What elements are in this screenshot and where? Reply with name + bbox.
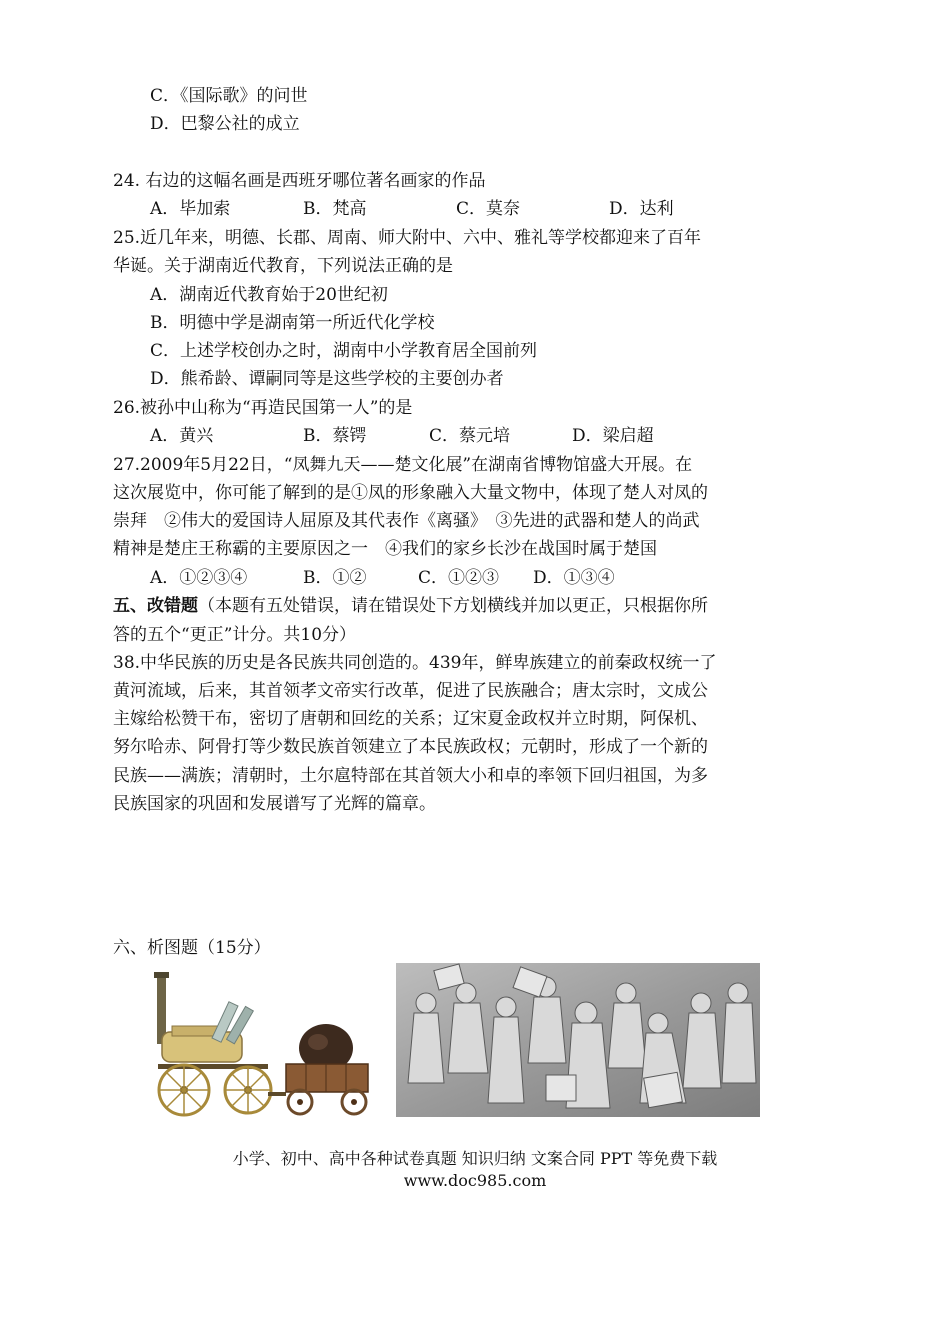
q38-line1: 38.中华民族的历史是各民族共同创造的。439年，鲜卑族建立的前秦政权统一了 — [113, 653, 717, 673]
q24-option-a: A．毕加索 — [150, 199, 231, 219]
q38-line6: 民族国家的巩固和发展谱写了光辉的篇章。 — [113, 794, 436, 814]
q26-option-a: A．黄兴 — [150, 426, 214, 446]
q27-option-a: A．①②③④ — [150, 568, 248, 588]
q27-option-c: C．①②③ — [418, 568, 500, 588]
q27-options — [150, 564, 615, 592]
q23-option-d: D．巴黎公社的成立 — [150, 114, 300, 134]
q26-option-c: C．蔡元培 — [429, 426, 511, 446]
section5-heading — [113, 592, 708, 620]
q27-option-b: B．①② — [303, 568, 367, 588]
footer-line1: 小学、初中、高中各种试卷真题 知识归纳 文案合同 PPT 等免费下载 — [232, 1149, 718, 1168]
q23-option-c: C．《国际歌》的问世 — [150, 86, 308, 106]
q38-line3: 主嫁给松赞干布，密切了唐朝和回纥的关系；辽宋夏金政权并立时期，阿保机、 — [113, 709, 708, 729]
q27-line3: 崇拜 ②伟大的爱国诗人屈原及其代表作《离骚》 ③先进的武器和楚人的尚武 — [113, 511, 700, 531]
q27-line2: 这次展览中，你可能了解到的是①凤的形象融入大量文物中，体现了楚人对凤的 — [113, 483, 708, 503]
q24-option-d: D．达利 — [609, 199, 674, 219]
q25-option-c: C．上述学校创办之时，湖南中小学教育居全国前列 — [150, 341, 538, 361]
q25-stem-line1: 25.近几年来，明德、长郡、周南、师大附中、六中、雅礼等学校都迎来了百年 — [113, 228, 702, 248]
section6-title: 六、析图题（15分） — [113, 938, 271, 958]
q38-line4: 努尔哈赤、阿骨打等少数民族首领建立了本民族政权；元朝时，形成了一个新的 — [113, 737, 708, 757]
section5-desc-line2: 答的五个“更正”计分。共10分） — [113, 625, 357, 645]
relief-sculpture-image — [396, 963, 760, 1117]
q24-stem: 24. 右边的这幅名画是西班牙哪位著名画家的作品 — [113, 171, 486, 191]
q25-option-b: B．明德中学是湖南第一所近代化学校 — [150, 313, 435, 333]
q38-line2: 黄河流域，后来，其首领孝文帝实行改革，促进了民族融合；唐太宗时，文成公 — [113, 681, 708, 701]
q27-option-d: D．①③④ — [533, 568, 615, 588]
q25-option-d: D．熊希龄、谭嗣同等是这些学校的主要创办者 — [150, 369, 504, 389]
q24-options — [150, 195, 674, 223]
q26-stem: 26.被孙中山称为“再造民国第一人”的是 — [113, 398, 413, 418]
locomotive-image — [148, 972, 380, 1120]
section5-desc: （本题有五处错误，请在错误处下方划横线并加以更正，只根据你所 — [198, 596, 708, 616]
footer-url[interactable]: www.doc985.com — [403, 1171, 547, 1190]
q26-option-b: B．蔡锷 — [303, 426, 367, 446]
q27-line1: 27.2009年5月22日，“凤舞九天——楚文化展”在湖南省博物馆盛大开展。在 — [113, 455, 693, 475]
q24-option-b: B．梵高 — [303, 199, 367, 219]
q38-line5: 民族——满族；清朝时，土尔扈特部在其首领大小和卓的率领下回归祖国，为多 — [113, 766, 708, 786]
q24-option-c: C．莫奈 — [456, 199, 521, 219]
q25-option-a: A．湖南近代教育始于20世纪初 — [150, 285, 388, 305]
q26-options — [150, 422, 654, 450]
q27-line4: 精神是楚庄王称霸的主要原因之一 ④我们的家乡长沙在战国时属于楚国 — [113, 539, 657, 559]
section5-title: 五、改错题 — [113, 596, 198, 616]
q25-stem-line2: 华诞。关于湖南近代教育，下列说法正确的是 — [113, 256, 453, 276]
q26-option-d: D．梁启超 — [572, 426, 654, 446]
